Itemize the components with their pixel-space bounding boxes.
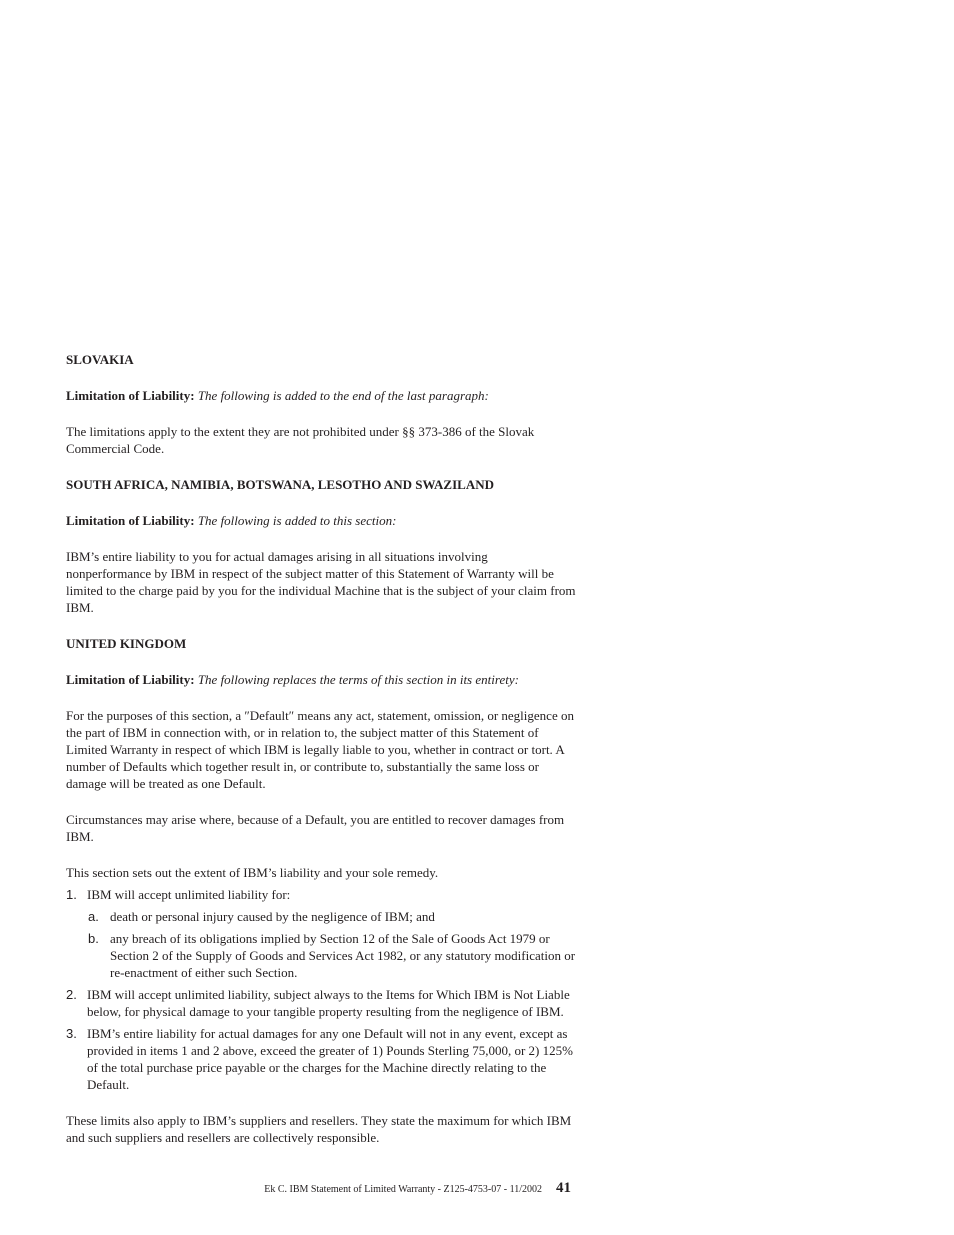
list-item	[66, 1025, 576, 1093]
south-africa-body: IBM’s entire liability to you for actual damages arising in all situations involving nonperformance by IBM in respect of the subject matter of this Statement of Warranty will be limited to the charge paid by you for the individual Machine that is the subject of your claim from IBM.	[66, 549, 576, 615]
list-marker: a.	[88, 909, 99, 924]
list-item	[66, 986, 576, 1020]
clause-label: Limitation of Liability:	[66, 388, 195, 403]
clause-instruction: The following replaces the terms of this section in its entirety:	[197, 672, 519, 687]
uk-suppliers-note: These limits also apply to IBM’s suppliers and resellers. They state the maximum for which IBM and such suppliers and resellers are collectively responsible.	[66, 1113, 572, 1145]
clause-instruction: The following is added to the end of the last paragraph:	[197, 388, 489, 403]
section-heading-south-africa: SOUTH AFRICA, NAMIBIA, BOTSWANA, LESOTHO AND SWAZILAND	[66, 477, 494, 492]
sub-list-item	[88, 930, 576, 981]
uk-circumstances: Circumstances may arise where, because of a Default, you are entitled to recover damages from IBM.	[66, 812, 565, 844]
limitation-clause-slovakia	[66, 387, 576, 404]
sub-list-item	[88, 908, 576, 925]
clause-instruction: The following is added to this section:	[197, 513, 397, 528]
limitation-clause-south-africa	[66, 512, 576, 529]
uk-liability-list	[66, 886, 576, 1093]
document-body	[66, 351, 576, 1165]
page-number: 41	[556, 1180, 571, 1196]
clause-label: Limitation of Liability:	[66, 513, 195, 528]
list-item-text: IBM will accept unlimited liability for:	[87, 887, 291, 902]
list-item-text: any breach of its obligations implied by Section 12 of the Sale of Goods Act 1979 or Section 2 of the Supply of Goods and Services Act 1982, or any statutory modification or re-enactment of either such Section.	[110, 931, 576, 980]
list-item	[66, 886, 576, 903]
uk-extent-intro: This section sets out the extent of IBM’s liability and your sole remedy.	[66, 865, 439, 880]
list-marker: 2.	[66, 987, 77, 1002]
footer-text: Ek C. IBM Statement of Limited Warranty - Z125-4753-07 - 11/2002	[264, 1184, 542, 1195]
list-item-text: IBM’s entire liability for actual damages for any one Default will not in any event, except as provided in items 1 and 2 above, exceed the greater of 1) Pounds Sterling 75,000, or 2) 125% of the total purchase price payable or the charges for the Machine directly relating to the Default.	[87, 1026, 573, 1092]
list-marker: 3.	[66, 1026, 77, 1041]
section-heading-slovakia: SLOVAKIA	[66, 352, 134, 367]
list-marker: b.	[88, 931, 99, 946]
page-footer	[0, 1178, 571, 1200]
limitation-clause-uk	[66, 671, 576, 688]
clause-label: Limitation of Liability:	[66, 672, 195, 687]
list-item-text: death or personal injury caused by the negligence of IBM; and	[110, 909, 435, 924]
list-marker: 1.	[66, 887, 77, 902]
slovakia-body: The limitations apply to the extent they are not prohibited under §§ 373-386 of the Slovak Commercial Code.	[66, 424, 535, 456]
list-item-text: IBM will accept unlimited liability, subject always to the Items for Which IBM is Not Liable below, for physical damage to your tangible property resulting from the negligence of IBM.	[87, 987, 570, 1019]
section-heading-uk: UNITED KINGDOM	[66, 636, 187, 651]
uk-default-definition: For the purposes of this section, a ″Default″ means any act, statement, omission, or negligence on the part of IBM in connection with, or in relation to, the subject matter of this Statement of Limited Warranty in respect of which IBM is legally liable to you, whether in contract or tort. A number of Defaults which together result in, or contribute to, substantially the same loss or damage will be treated as one Default.	[66, 708, 574, 791]
